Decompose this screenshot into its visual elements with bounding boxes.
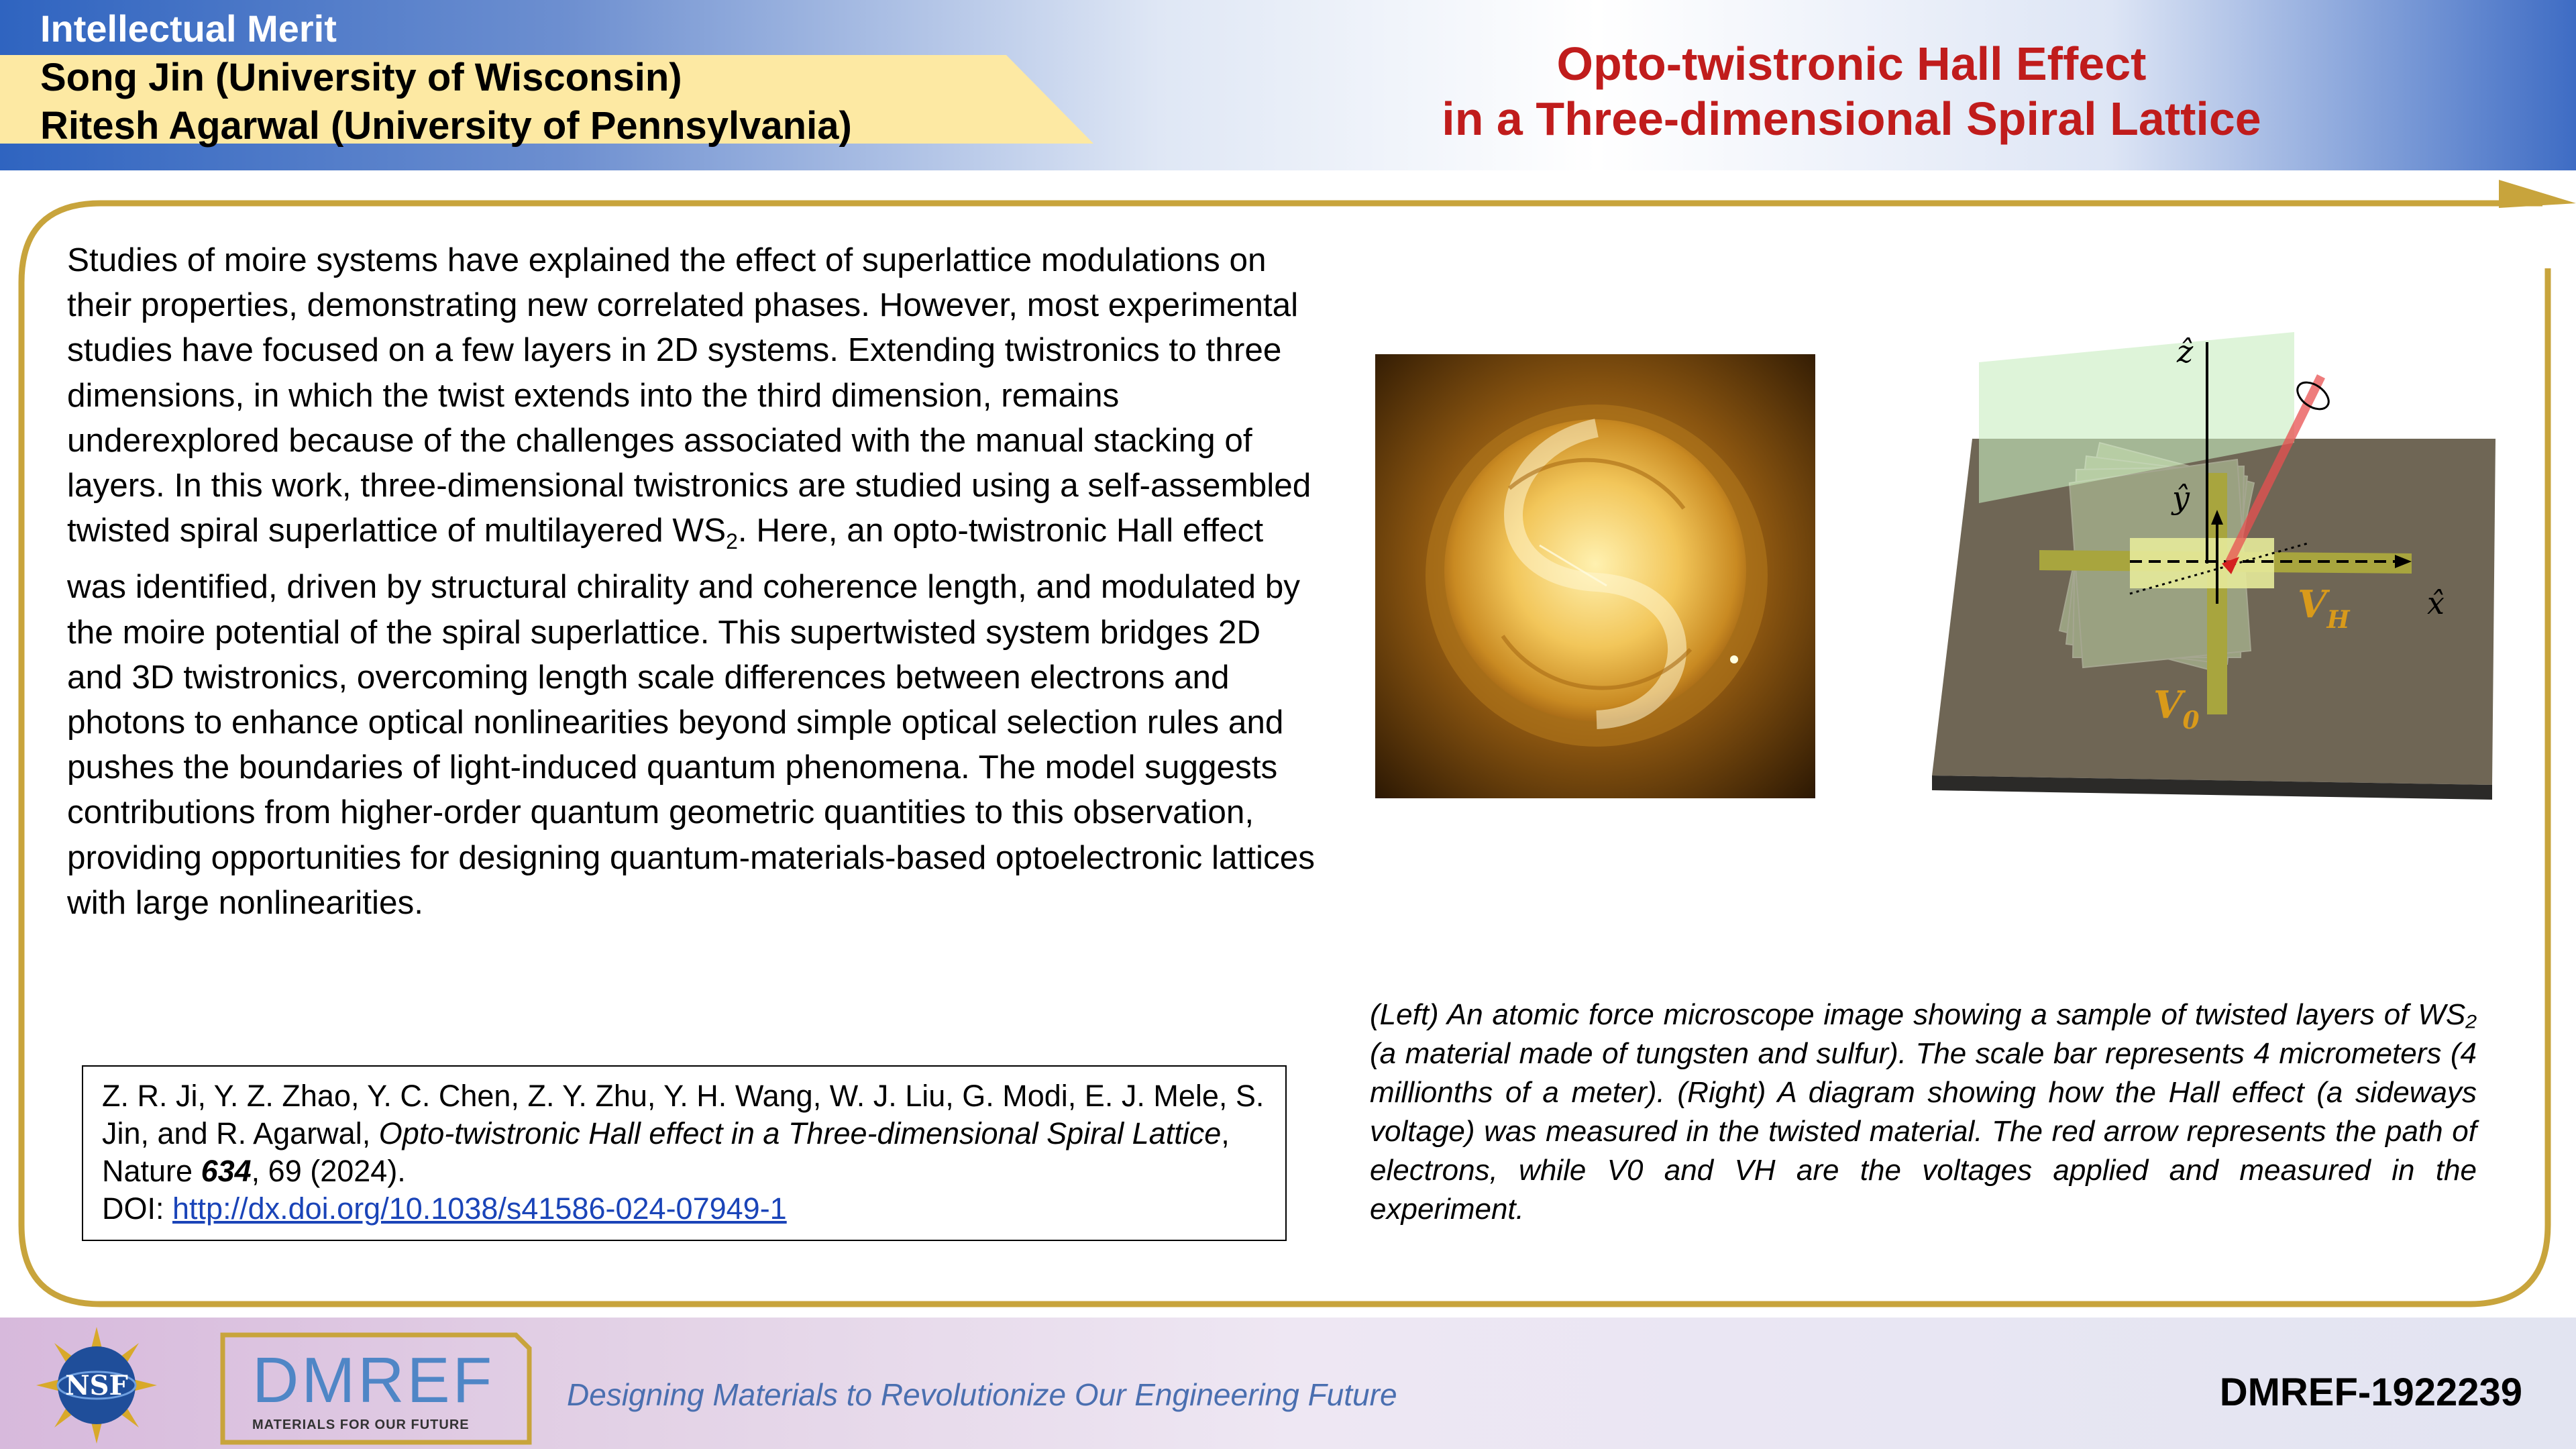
slide-title-line-1: Opto-twistronic Hall Effect — [1556, 38, 2147, 90]
nsf-logo — [36, 1327, 157, 1444]
axis-z-label: ẑ — [2177, 333, 2194, 370]
summary-subscript: 2 — [726, 529, 738, 554]
figure-caption: (Left) An atomic force microscope image showing a sample of twisted layers of WS₂ (a material made of tungsten and sulfur). The scale bar represents 4 micrometers (4 millionths of a meter). (Right) A diagram showing how the Hall effect (a sideways voltage) was measured in the twisted material. The red arrow represents the path of electrons, while V0 and VH are the voltages applied and measured in the experiment. — [1370, 998, 2477, 1226]
ref-journal: , Nature — [102, 1116, 1230, 1188]
ref-volume: 634 — [201, 1154, 252, 1188]
nsf-logo-text: NSF — [65, 1370, 128, 1401]
reference-box — [82, 1065, 1287, 1241]
pi-name-1: Song Jin (University of Wisconsin) — [40, 56, 682, 99]
ref-pages: , 69 (2024). — [251, 1154, 406, 1188]
summary-text-b: . Here, an opto-twistronic Hall effect was identified, driven by structural chirality and coherence length, and modulated by the moire potential of the spiral superlattice. This supertwisted system bridges 2D and 3D twistronics, overcoming length scale differences between electrons and photons to enhance optical nonlinearities beyond simple optical selection rules and pushes the boundaries of light-induced quantum phenomena. The model suggests contributions from higher-order quantum geometric quantities to this observation, providing opportunities for designing quantum-materials-based optoelectronic lattices with large nonlinearities. — [67, 512, 1316, 921]
dmref-logo-text: DMREF — [252, 1344, 495, 1416]
header-banner — [0, 0, 2576, 170]
axis-y-label: ŷ — [2172, 480, 2190, 516]
summary-text-a: Studies of moire systems have explained the effect of superlattice modulations on their properties, demonstrating new correlated phases. However, most experimental studies have focused on a few layers in 2D systems. Extending twistronics to three dimensions, in which the twist extends into the third dimension, remains underexplored because of the challenges associated with the manual stacking of layers. In this work, three-dimensional twistronics are studied using a self-assembled twisted spiral superlattice of multilayered WS — [67, 241, 1311, 549]
ref-paper-title: Opto-twistronic Hall effect in a Three-dimensional Spiral Lattice — [378, 1116, 1222, 1150]
doi-label: DOI: — [102, 1191, 173, 1226]
vh-label: $V_H$ — [2298, 582, 2350, 634]
award-number: DMREF-1922239 — [2219, 1371, 2522, 1414]
dmref-logo — [217, 1322, 533, 1446]
device-center — [2130, 538, 2274, 588]
section-label: Intellectual Merit — [40, 7, 337, 50]
footer-tagline: Designing Materials to Revolutionize Our Engineering Future — [567, 1377, 1397, 1412]
pi-name-2: Ritesh Agarwal (University of Pennsylvania) — [40, 104, 852, 148]
frame-arrow-head — [2499, 180, 2576, 208]
doi-link[interactable]: http://dx.doi.org/10.1038/s41586-024-07949-1 — [172, 1191, 787, 1226]
summary-paragraph — [67, 237, 1322, 925]
hall-effect-diagram — [1932, 322, 2502, 839]
axis-x-label: x̂ — [2427, 585, 2445, 621]
afm-image — [1375, 354, 1815, 798]
dmref-logo-subtitle: MATERIALS FOR OUR FUTURE — [252, 1417, 470, 1432]
ref-authors: Z. R. Ji, Y. Z. Zhao, Y. C. Chen, Z. Y. Zhu, Y. H. Wang, W. J. Liu, G. Modi, E. J. Mele, S. Jin, and R. Agarwal, — [102, 1079, 1265, 1150]
v0-label: $V_0$ — [2153, 683, 2200, 735]
slide-title-line-2: in a Three-dimensional Spiral Lattice — [1442, 93, 2261, 145]
